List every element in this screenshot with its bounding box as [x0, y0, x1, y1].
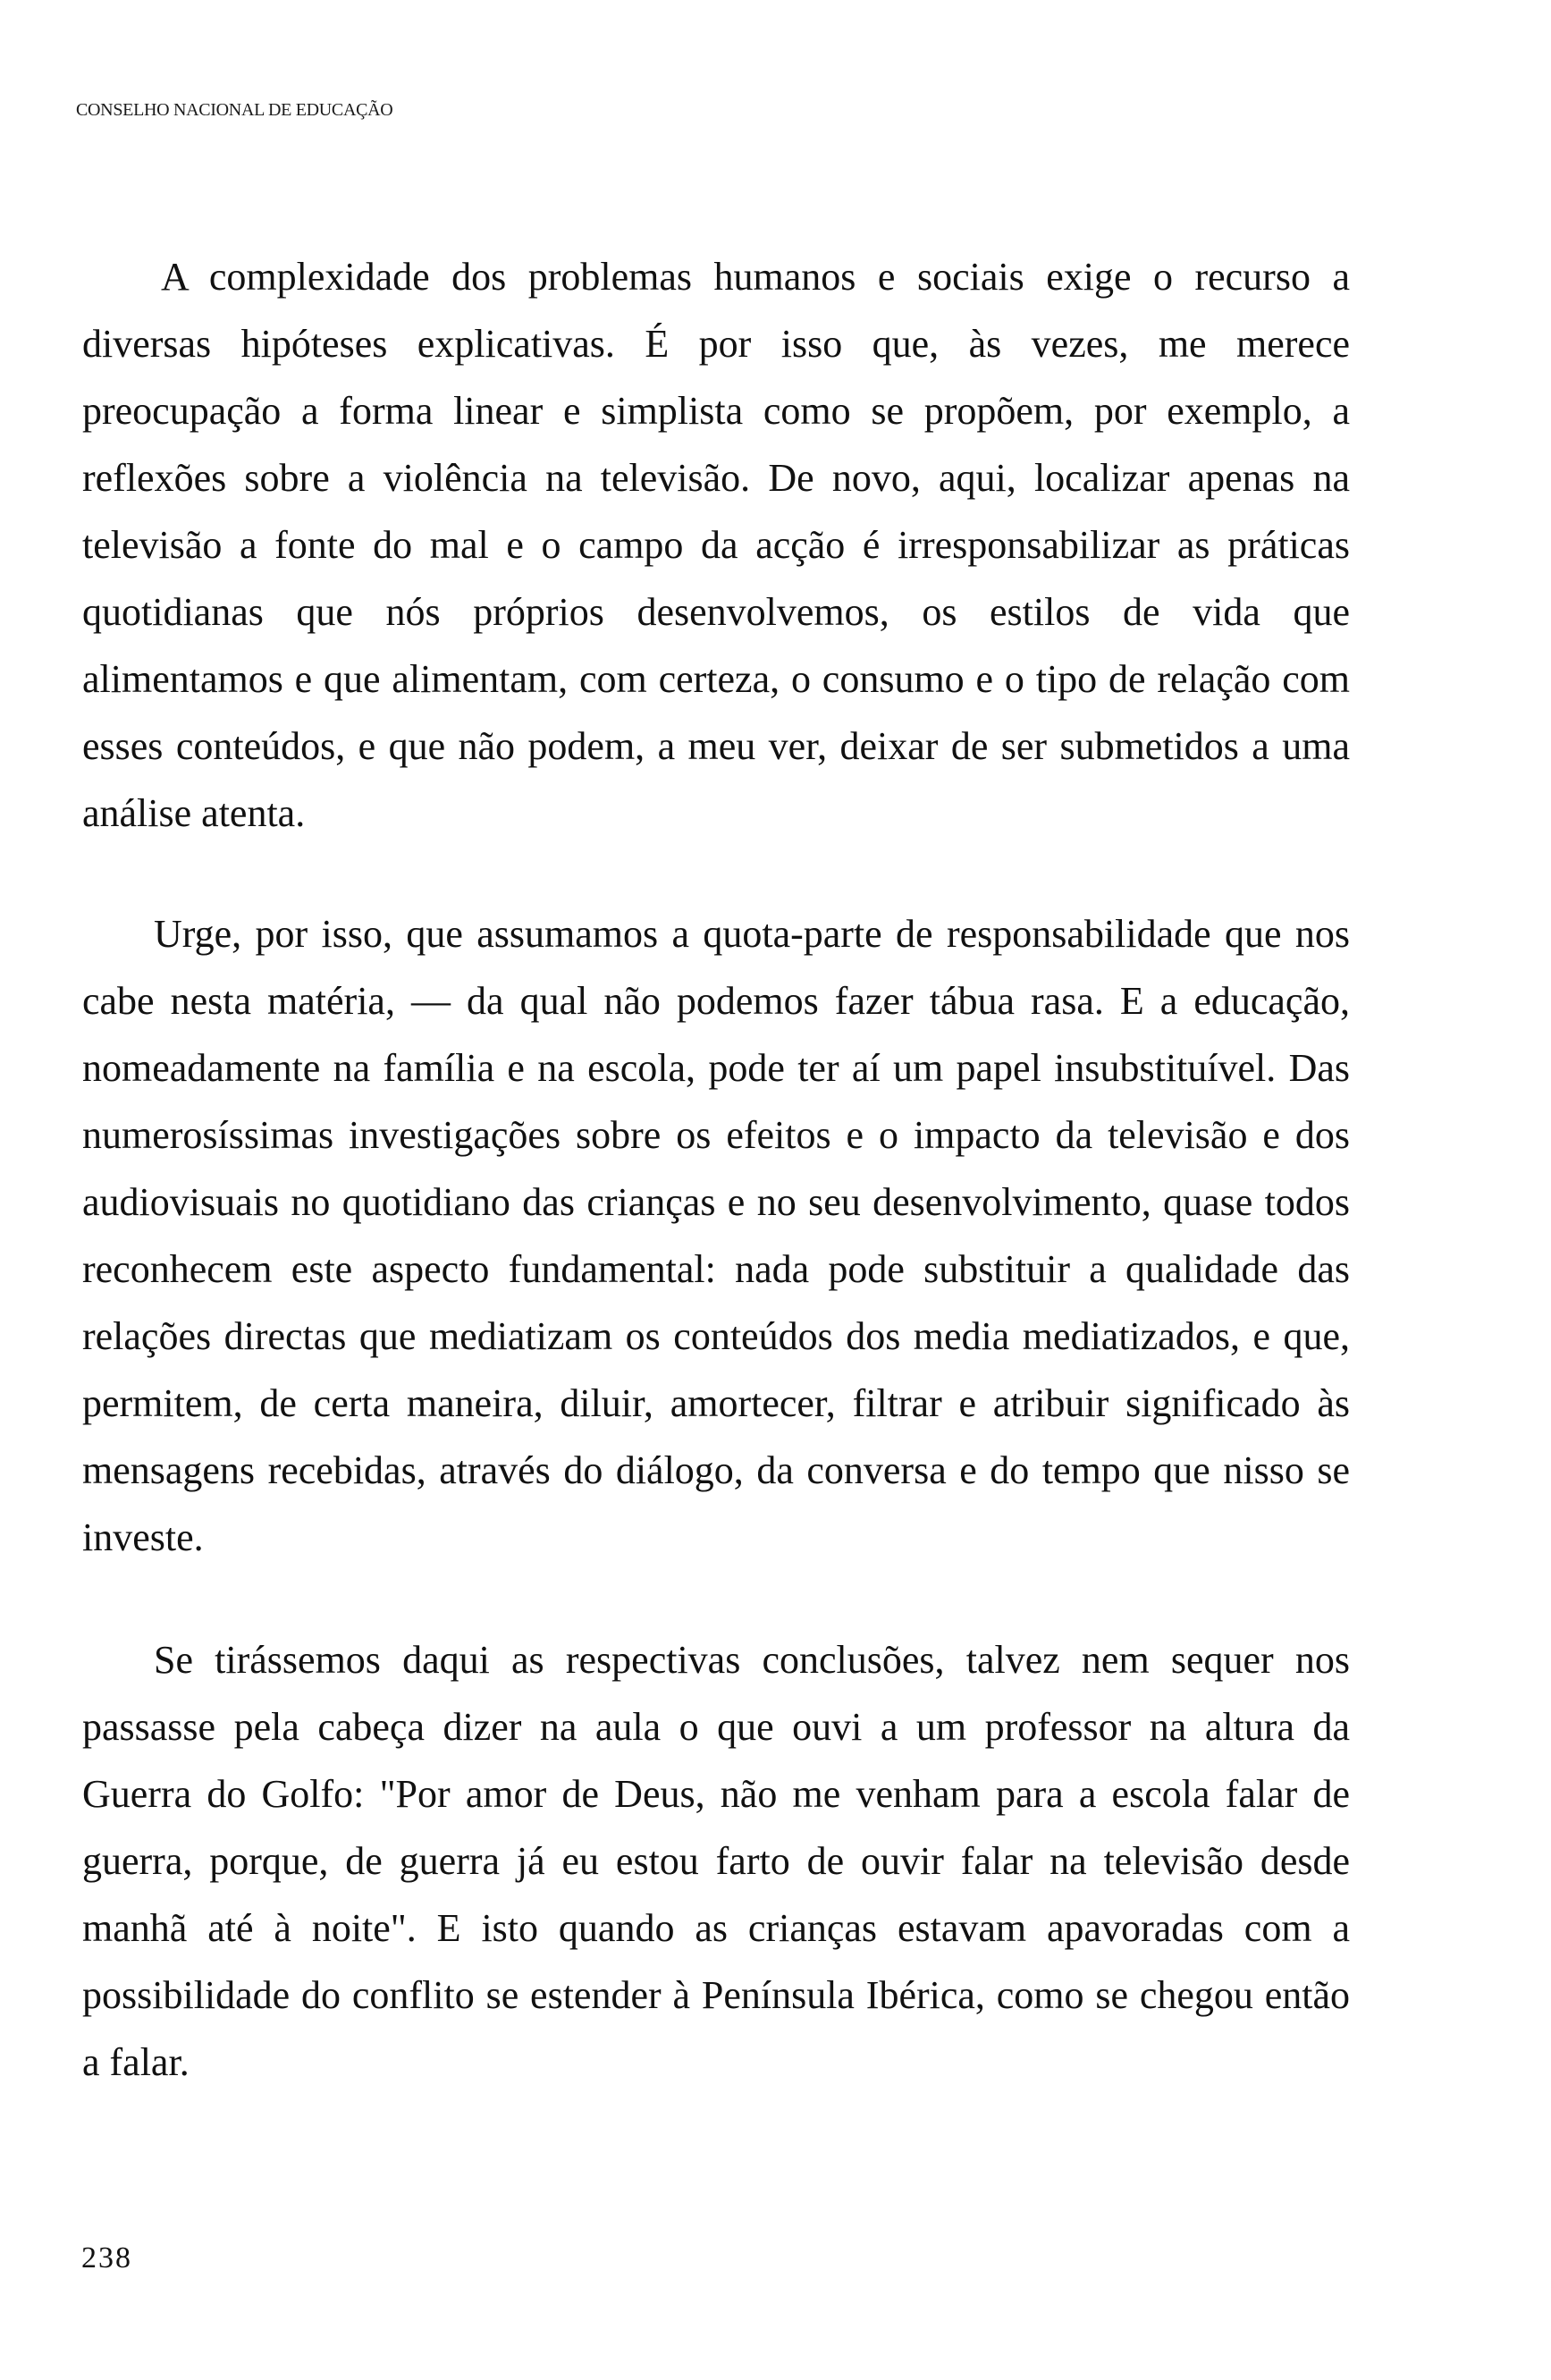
paragraph-1: A complexidade dos problemas humanos e sociais exige o recurso a diversas hipóteses explicativas. É por isso que, às vezes, me merece preocupação a forma linear e simplista como se propõem, por exemplo, a reflexões sobre a violência na televisão. De novo, aqui, localizar apenas na televisão a fonte do mal e o campo da acção é irresponsabilizar as práticas quotidianas que nós próprios desenvolvemos, os estilos de vida que alimentamos e que alimentam, com certeza, o consumo e o tipo de relação com esses conteúdos, e que não podem, a meu ver, deixar de ser submetidos a uma análise atenta. — [82, 255, 1350, 835]
page-number: 238 — [81, 2241, 132, 2275]
paragraph-3: Se tirássemos daqui as respectivas conclusões, talvez nem sequer nos passasse pela cabeça dizer na aula o que ouvi a um professor na altura da Guerra do Golfo: "Por amor de Deus, não me venham para a escola falar de guerra, porque, de guerra já eu estou farto de ouvir falar na televisão desde manhã até à noite". E isto quando as crianças estavam apavoradas com a possibilidade do conflito se estender à Península Ibérica, como se chegou então a falar. — [82, 1638, 1350, 2084]
running-header: CONSELHO NACIONAL DE EDUCAÇÃO — [76, 100, 393, 120]
document-body — [82, 243, 1350, 2096]
paragraph-2: Urge, por isso, que assumamos a quota-parte de responsabilidade que nos cabe nesta matéria, — da qual não podemos fazer tábua rasa. E a educação, nomeadamente na família e na escola, pode ter aí um papel insubstituível. Das numerosíssimas investigações sobre os efeitos e o impacto da televisão e dos audiovisuais no quotidiano das crianças e no seu desenvolvimento, quase todos reconhecem este aspecto fundamental: nada pode substituir a qualidade das relações directas que mediatizam os conteúdos dos media mediatizados, e que, permitem, de certa maneira, diluir, amortecer, filtrar e atribuir significado às mensagens recebidas, através do diálogo, da conversa e do tempo que nisso se investe. — [82, 912, 1350, 1559]
